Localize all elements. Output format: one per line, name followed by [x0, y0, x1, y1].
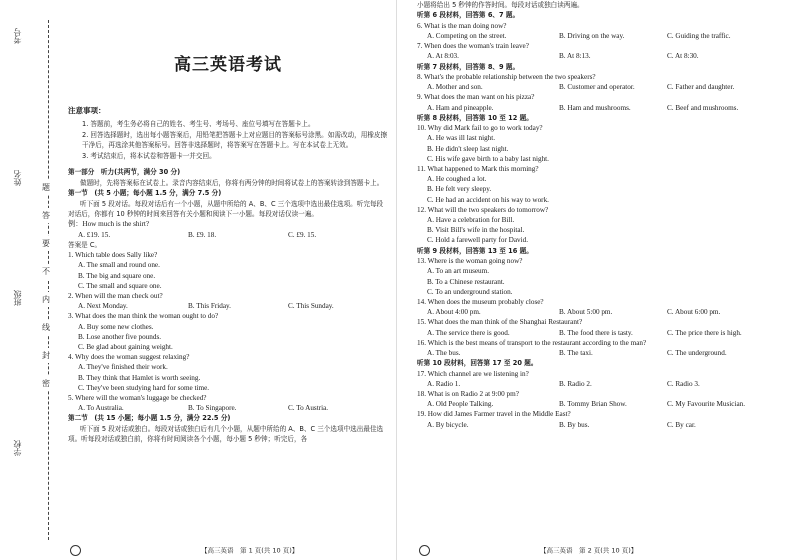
option: A. Buy some new clothes.	[78, 322, 154, 331]
option-row	[68, 301, 388, 311]
notice-item: 2. 回答选择题时，选出每小题答案后，用铅笔把答题卡上对应题目的答案标号涂黑。如需改动，用橡皮擦干净后，再选涂其他答案标号。回答非选择题时，将答案写在答题卡上。写在本试卷上无效。	[82, 130, 388, 150]
seal-line	[48, 20, 49, 540]
option: B. By bus.	[559, 420, 590, 429]
option: A. The bus.	[427, 348, 461, 357]
question-stem: 18. What is on Radio 2 at 9:00 pm?	[417, 389, 519, 398]
question-stem: 1. Which table does Sally like?	[68, 251, 158, 260]
option: B. Visit Bill's wife in the hospital.	[427, 226, 525, 235]
seal-char: 密	[42, 376, 50, 391]
seal-char: 要	[42, 236, 50, 251]
question-stem: 12. What will the two speakers do tomorrow?	[417, 205, 549, 214]
group-heading: 听第 9 段材料，回答第 13 至 16 题。	[417, 246, 533, 255]
option: A. Competing on the street.	[427, 32, 507, 41]
option: B. Driving on the way.	[559, 32, 625, 41]
question-stem: 3. What does the man think the woman ought to do?	[68, 312, 219, 321]
section-instructions: 听下面 5 段对话。每段对话后有一个小题，从题中所给的 A、B、C 三个选项中选出最佳选项。听完每段对话后，你都有 10 秒钟的时间来回答有关小题和阅读下一小题。每段对话仅读一遍。	[68, 199, 384, 218]
option: B. The big and square one.	[78, 271, 156, 280]
option-row	[68, 403, 388, 413]
option: C. To an underground station.	[427, 287, 513, 296]
option: A. To an art museum.	[427, 267, 490, 276]
example-question: 例：How much is the shirt?	[68, 220, 150, 229]
group-heading: 听第 6 段材料，回答第 6、7 题。	[417, 11, 520, 20]
class-label: 班级	[13, 290, 22, 306]
option: C. My Favourite Musician.	[667, 400, 746, 409]
page-footer	[70, 545, 298, 556]
question-list	[68, 250, 388, 413]
option: B. He didn't sleep last night.	[427, 144, 509, 153]
option: B. Customer and operator.	[559, 83, 635, 92]
group-heading: 听第 7 段材料，回答第 8、9 题。	[417, 62, 520, 71]
exam-page-2	[397, 0, 794, 560]
publisher-logo-icon	[70, 545, 81, 556]
notice-heading: 注意事项：	[68, 106, 106, 115]
option: C. Hold a farewell party for David.	[427, 236, 528, 245]
option: B. To a Chinese restaurant.	[427, 277, 505, 286]
question-stem: 14. When does the museum probably close?	[417, 297, 544, 306]
option-row	[417, 420, 787, 430]
exam-title: 高三英语考试	[174, 55, 282, 75]
seal-char: 题	[42, 180, 50, 195]
part-heading: 第一部分 听力(共两节，满分 30 分)	[68, 168, 181, 177]
option: A. About 4:00 pm.	[427, 308, 481, 317]
publisher-logo-icon	[419, 545, 430, 556]
section-heading: 第一节 (共 5 小题；每小题 1.5 分，满分 7.5 分)	[68, 189, 222, 198]
option: C. Guiding the traffic.	[667, 32, 731, 41]
notice-item: 3. 考试结束后，将本试卷和答题卡一并交回。	[82, 151, 216, 160]
option: B. Tommy Brian Show.	[559, 400, 627, 409]
question-stem: 10. Why did Mark fail to go to work today?	[417, 124, 543, 133]
option: C. Be glad about gaining weight.	[78, 343, 173, 352]
option: B. Lose another five pounds.	[78, 332, 162, 341]
group-heading: 听第 10 段材料，回答第 17 至 20 题。	[417, 359, 538, 368]
question-groups	[417, 10, 787, 429]
question-stem: 13. Where is the woman going now?	[417, 257, 523, 266]
option: C. The small and square one.	[78, 281, 162, 290]
option-row	[417, 82, 787, 92]
question-stem: 2. When will the man check out?	[68, 292, 163, 301]
option-row	[417, 307, 787, 317]
group-heading: 听第 8 段材料，回答第 10 至 12 题。	[417, 113, 533, 122]
option: A. £19. 15.	[78, 230, 111, 239]
option: B. He felt very sleepy.	[427, 185, 492, 194]
question-stem: 8. What's the probable relationship between the two speakers?	[417, 73, 596, 82]
exam-number-label: 考号	[13, 28, 22, 44]
name-label: 姓名	[13, 170, 22, 186]
question-stem: 7. When does the woman's train leave?	[417, 42, 529, 51]
option: C. £9. 15.	[288, 230, 317, 239]
option: A. Ham and pineapple.	[427, 103, 494, 112]
example-options	[68, 230, 388, 240]
option-row	[417, 348, 787, 358]
option-row	[417, 51, 787, 61]
seal-char: 内	[42, 292, 50, 307]
option: C. The underground.	[667, 348, 727, 357]
option: C. His wife gave birth to a baby last night.	[427, 154, 549, 163]
option: C. To Austria.	[288, 404, 329, 413]
seal-char: 不	[42, 264, 50, 279]
notice-item: 1. 答题前，考生务必将自己的姓名、考生号、考场号、座位号填写在答题卡上。	[82, 120, 315, 128]
option-row	[417, 379, 787, 389]
question-stem: 19. How did James Farmer travel in the Middle East?	[417, 410, 571, 419]
option: C. They've been studying hard for some time.	[78, 383, 210, 392]
seal-char: 答	[42, 208, 50, 223]
option: C. Father and daughter.	[667, 83, 735, 92]
school-label: 学校	[13, 440, 22, 456]
option: B. To Singapore.	[188, 404, 237, 413]
page-2-content	[417, 0, 787, 430]
option-row	[417, 399, 787, 409]
option: C. By car.	[667, 420, 696, 429]
option: A. Radio 1.	[427, 379, 461, 388]
page-number: 【高三英语 第 1 页(共 10 页)】	[201, 546, 299, 555]
seal-char: 线	[42, 320, 50, 335]
option: A. The service there is good.	[427, 328, 510, 337]
question-stem: 11. What happened to Mark this morning?	[417, 165, 539, 174]
option: B. The food there is tasty.	[559, 328, 633, 337]
page-number: 【高三英语 第 2 页(共 10 页)】	[540, 546, 638, 555]
option: B. At 8:13.	[559, 52, 591, 61]
option: A. The small and round one.	[78, 261, 160, 270]
option: B. The taxi.	[559, 348, 593, 357]
option: A. Old People Talking.	[427, 400, 494, 409]
option: A. Next Monday.	[78, 302, 128, 311]
option: C. About 6:00 pm.	[667, 308, 721, 317]
option-row	[417, 328, 787, 338]
question-stem: 15. What does the man think of the Shanghai Restaurant?	[417, 318, 583, 327]
option: B. Radio 2.	[559, 379, 592, 388]
section-instructions: 听下面 5 段对话或独白。每段对话或独白后有几个小题，从题中所给的 A、B、C 三个选项中选出最佳选项。听每段对话或独白前，你将有时间阅读各个小题，每小题 5 秒钟；听完后，各	[68, 424, 384, 444]
option: A. To Australia.	[78, 404, 124, 413]
page-footer	[419, 545, 637, 556]
option: A. Mother and son.	[427, 83, 483, 92]
option-row	[417, 31, 787, 41]
option: B. They think that Hamlet is worth seeing.	[78, 373, 201, 382]
option: A. At 8:03.	[427, 52, 459, 61]
question-stem: 5. Where will the woman's luggage be checked?	[68, 394, 207, 403]
question-stem: 17. Which channel are we listening in?	[417, 369, 529, 378]
option: C. He had an accident on his way to work.	[427, 195, 549, 204]
option-row	[417, 103, 787, 113]
option: C. At 8:30.	[667, 52, 699, 61]
option: A. They've finished their work.	[78, 363, 168, 372]
option: C. Beef and mushrooms.	[667, 103, 739, 112]
question-stem: 4. Why does the woman suggest relaxing?	[68, 353, 190, 362]
part-instructions: 做题时，先将答案标在试卷上。录音内容结束后，你将有两分钟的时间将试卷上的答案转涂到答题卡上。	[80, 178, 384, 187]
option: B. Ham and mushrooms.	[559, 103, 631, 112]
option: C. The price there is high.	[667, 328, 742, 337]
page-1-content	[68, 8, 388, 445]
binding-margin	[4, 20, 66, 540]
option: C. This Sunday.	[288, 302, 334, 311]
option: A. He coughed a lot.	[427, 175, 487, 184]
option: B. This Friday.	[188, 302, 231, 311]
option: A. He was ill last night.	[427, 134, 496, 143]
option: A. By bicycle.	[427, 420, 469, 429]
question-stem: 16. Which is the best means of transport to the restaurant according to the man?	[417, 338, 647, 347]
option: B. About 5:00 pm.	[559, 308, 613, 317]
section-heading: 第二节 (共 15 小题；每小题 1.5 分，满分 22.5 分)	[68, 414, 231, 423]
section-instructions: 小题将给出 5 秒钟的作答时间。每段对话或独白读两遍。	[417, 1, 584, 9]
seal-char: 封	[42, 348, 50, 363]
option: B. £9. 18.	[188, 230, 217, 239]
question-stem: 6. What is the man doing now?	[417, 21, 507, 30]
option: C. Radio 3.	[667, 379, 700, 388]
question-stem: 9. What does the man want on his pizza?	[417, 93, 535, 102]
example-answer: 答案是 C。	[68, 240, 102, 249]
option: A. Have a celebration for Bill.	[427, 216, 515, 225]
